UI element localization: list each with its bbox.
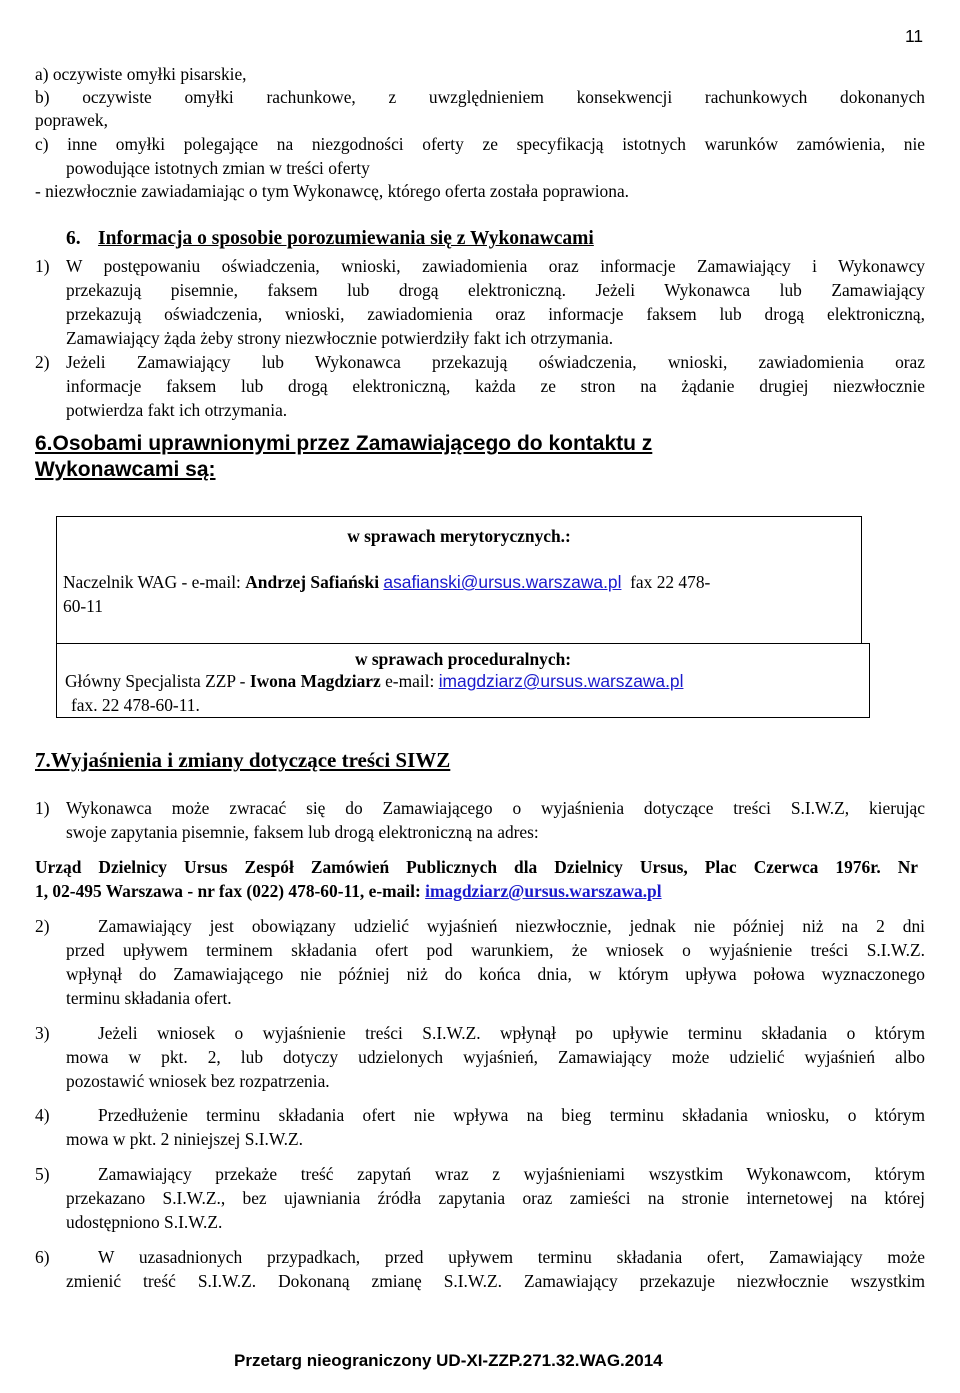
s7-item4-line2: mowa w pkt. 2 niniejszej S.I.W.Z. <box>66 1129 303 1149</box>
section-7-title: 7.Wyjaśnienia i zmiany dotyczące treści SIWZ <box>35 748 451 772</box>
list-item-a: a) oczywiste omyłki pisarskie, <box>35 64 247 84</box>
s7-item4-line1: Przedłużenie terminu składania ofert nie wpływa na bieg terminu składania wniosku, o którym <box>98 1105 925 1125</box>
s7-address-line2 <box>35 881 662 902</box>
s7-item3-line1: Jeżeli wniosek o wyjaśnienie treści S.I.W.Z. wpłynął po upływie terminu składania o którym <box>98 1023 925 1043</box>
contact-box-procedural-line1 <box>65 671 683 692</box>
s7-item3-line2: mowa w pkt. 2, lub dotyczy udzielonych wyjaśnień, Zamawiający może udzielić wyjaśnień albo <box>66 1047 925 1067</box>
s6-item1-line3: przekazują oświadczenia, wnioski, zawiadomienia oraz informacje faksem lub drogą elektroniczną, <box>66 304 925 324</box>
contact-box-procedural <box>56 643 870 718</box>
contact-box-substantive <box>56 516 862 644</box>
list-item-d: - niezwłocznie zawiadamiając o tym Wykonawcę, którego oferta została poprawiona. <box>35 181 630 201</box>
section-6-title: Informacja o sposobie porozumiewania się z Wykonawcami <box>98 228 594 249</box>
list-item-b-line1: b) oczywiste omyłki rachunkowe, z uwzględnieniem konsekwencji rachunkowych dokonanych <box>35 87 925 107</box>
s7-item4-number: 4) <box>35 1105 50 1125</box>
contact-box-substantive-heading: w sprawach merytorycznych.: <box>347 526 571 546</box>
s6-item1-line2: przekazują pisemnie, faksem lub drogą elektroniczną. Jeżeli Wykonawca lub Zamawiający <box>66 280 925 300</box>
contact-box-substantive-line1 <box>63 572 710 593</box>
s6-item2-line3: potwierdza fakt ich otrzymania. <box>66 400 288 420</box>
s7-item6-number: 6) <box>35 1247 50 1267</box>
contact1-fax-part2: 60-11 <box>63 596 103 616</box>
s7-item1-line2: swoje zapytania pisemnie, faksem lub drogą elektroniczną na adres: <box>66 822 539 842</box>
s7-item3-line3: pozostawić wniosek bez rozpatrzenia. <box>66 1071 330 1091</box>
s7-item2-line4: terminu składania ofert. <box>66 988 232 1008</box>
contact1-fax-part1: fax 22 478- <box>630 572 711 592</box>
s7-item5-number: 5) <box>35 1164 50 1184</box>
s6-item1-line4: Zamawiający żąda żeby strony niezwłocznie potwierdziły fakt ich otrzymania. <box>66 328 614 348</box>
s7-item1-number: 1) <box>35 798 50 818</box>
s6-item1-line1: W postępowaniu oświadczenia, wnioski, zawiadomienia oraz informacje Zamawiający i Wykonawcy <box>66 256 925 276</box>
s6-item2-line1: Jeżeli Zamawiający lub Wykonawca przekazują oświadczenia, wnioski, zawiadomienia oraz <box>66 352 925 372</box>
contact2-email-link[interactable]: imagdziarz@ursus.warszawa.pl <box>438 671 684 691</box>
s7-item5-line2: przekazano S.I.W.Z., bez ujawniania źródła zapytania oraz zamieści na stronie internetowej na której <box>66 1188 925 1208</box>
s7-item5-line1: Zamawiający przekaże treść zapytań wraz z wyjaśnieniami wszystkim Wykonawcom, którym <box>98 1164 925 1184</box>
s7-item6-line1: W uzasadnionych przypadkach, przed upływem terminu składania ofert, Zamawiający może <box>98 1247 925 1267</box>
s7-item2-number: 2) <box>35 916 50 936</box>
list-item-c-line2: powodujące istotnych zmian w treści oferty <box>66 158 370 178</box>
s7-item6-line2: zmienić treść S.I.W.Z. Dokonaną zmianę S.I.W.Z. Zamawiający przekazuje niezwłocznie wszystkim <box>66 1271 925 1291</box>
s7-item5-line3: udostępniono S.I.W.Z. <box>66 1212 223 1232</box>
s6-item2-line2: informacje faksem lub drogą elektroniczną, każda ze stron na żądanie drugiej niezwłocznie <box>66 376 925 396</box>
s7-item2-line2: przed upływem terminem składania ofert pod warunkiem, że wniosek o wyjaśnienie treści S.I.W.Z. <box>66 940 925 960</box>
s7-address-text: 1, 02-495 Warszawa - nr fax (022) 478-60-11, e-mail: <box>35 881 426 901</box>
s7-item1-line1: Wykonawca może zwracać się do Zamawiającego o wyjaśnienia dotyczące treści S.I.W.Z, kierując <box>66 798 925 818</box>
list-item-c-line1: c) inne omyłki polegające na niezgodności oferty ze specyfikacją istotnych warunków zamówienia, nie <box>35 134 925 154</box>
page-footer: Przetarg nieograniczony UD-XI-ZZP.271.32.WAG.2014 <box>234 1351 663 1370</box>
page-number: 11 <box>905 26 924 46</box>
section-6-number: 6. <box>66 228 81 249</box>
contact2-email-label: e-mail: <box>380 671 439 691</box>
s7-item2-line1: Zamawiający jest obowiązany udzielić wyjaśnień niezwłocznie, jednak nie później niż na 2 dni <box>98 916 925 936</box>
s7-item2-line3: wpłynął do Zamawiającego nie później niż do końca dnia, w którym upływa połowa wyznaczonego <box>66 964 925 984</box>
contact2-fax: fax. 22 478-60-11. <box>71 695 200 715</box>
contact1-email-link[interactable]: asafianski@ursus.warszawa.pl <box>383 572 622 592</box>
contact-box-procedural-heading: w sprawach proceduralnych: <box>354 649 572 669</box>
contact1-name: Andrzej Safiański <box>245 572 380 592</box>
contact2-name: Iwona Magdziarz <box>249 671 381 691</box>
s7-item3-number: 3) <box>35 1023 50 1043</box>
s7-address-line1: Urząd Dzielnicy Ursus Zespół Zamówień Publicznych dla Dzielnicy Ursus, Plac Czerwca 1976r. Nr <box>35 857 918 877</box>
s6-item1-number: 1) <box>35 256 50 276</box>
s7-address-email-link[interactable]: imagdziarz@ursus.warszawa.pl <box>425 881 662 901</box>
list-item-b-line2: poprawek, <box>35 110 108 130</box>
contacts-heading-line1: 6.Osobami uprawnionymi przez Zamawiającego do kontaktu z <box>35 432 653 455</box>
contact1-prefix: Naczelnik WAG - e-mail: <box>63 572 246 592</box>
contacts-heading-line2: Wykonawcami są: <box>35 458 216 481</box>
contact2-prefix: Główny Specjalista ZZP - <box>65 671 250 691</box>
s6-item2-number: 2) <box>35 352 50 372</box>
